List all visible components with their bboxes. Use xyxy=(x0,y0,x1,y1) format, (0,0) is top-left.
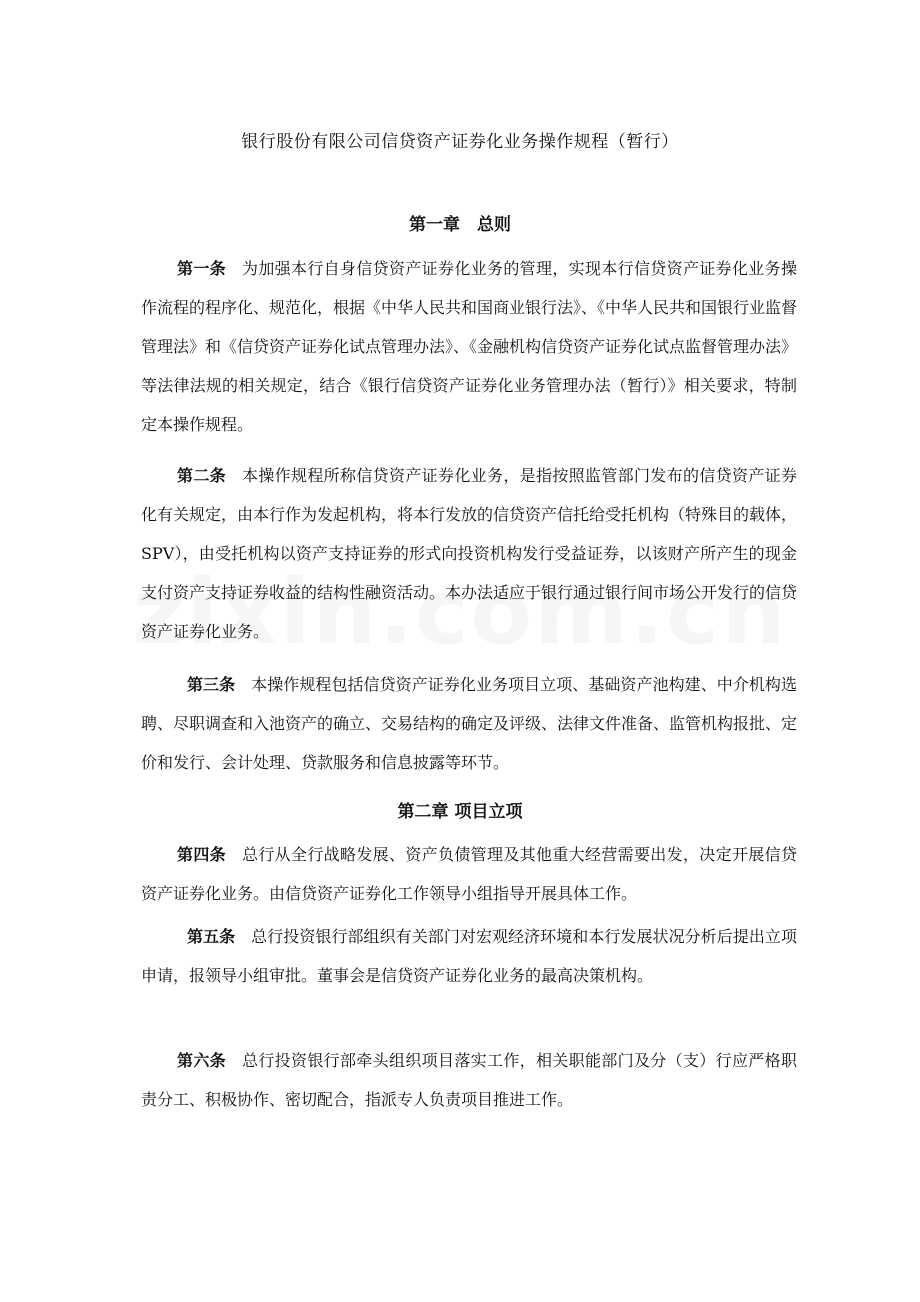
article-4 xyxy=(141,835,797,913)
article-text: 总行从全行战略发展、资产负债管理及其他重大经营需要出发，决定开展信贷资产证券化业务。由信贷资产证券化工作领导小组指导开展具体工作。 xyxy=(141,845,797,903)
article-label: 第二条 xyxy=(177,466,226,485)
chapter-heading-2: 第二章 项目立项 xyxy=(397,802,523,822)
article-text: 本操作规程所称信贷资产证券化业务，是指按照监管部门发布的信贷资产证券化有关规定，由本行作为发起机构，将本行发放的信贷资产信托给受托机构（特殊目的载体，SPV），由受托机构以资产支持证券的形式向投资机构发行受益证券，以该财产所产生的现金支付资产支持证券收益的结构性融资活动。本办法适应于银行通过银行间市场公开发行的信贷资产证券化业务。 xyxy=(141,466,798,641)
article-label: 第三条 xyxy=(187,675,236,694)
article-label: 第五条 xyxy=(187,927,236,946)
article-5 xyxy=(141,917,797,995)
chapter-heading-1: 第一章 总则 xyxy=(409,215,511,235)
article-6 xyxy=(141,1041,797,1119)
article-label: 第四条 xyxy=(177,845,226,864)
article-1 xyxy=(141,249,797,444)
article-2 xyxy=(141,456,797,651)
article-label: 第六条 xyxy=(177,1051,226,1070)
document-title: 银行股份有限公司信贷资产证券化业务操作规程（暂行） xyxy=(241,132,679,152)
article-text: 为加强本行自身信贷资产证券化业务的管理，实现本行信贷资产证券化业务操作流程的程序化、规范化，根据《中华人民共和国商业银行法》、《中华人民共和国银行业监督管理法》和《信贷资产证券化试点管理办法》、《金融机构信贷资产证券化试点监督管理办法》等法律法规的相关规定，结合《银行信贷资产证券化业务管理办法（暂行）》相关要求，特制定本操作规程。 xyxy=(141,259,798,434)
article-text: 总行投资银行部牵头组织项目落实工作，相关职能部门及分（支）行应严格职责分工、积极协作、密切配合，指派专人负责项目推进工作。 xyxy=(141,1051,797,1109)
article-label: 第一条 xyxy=(177,259,226,278)
article-text: 总行投资银行部组织有关部门对宏观经济环境和本行发展状况分析后提出立项申请，报领导小组审批。董事会是信贷资产证券化业务的最高决策机构。 xyxy=(141,927,797,985)
article-3 xyxy=(141,665,797,782)
article-text: 本操作规程包括信贷资产证券化业务项目立项、基础资产池构建、中介机构选聘、尽职调查和入池资产的确立、交易结构的确定及评级、法律文件准备、监管机构报批、定价和发行、会计处理、贷款服务和信息披露等环节。 xyxy=(141,675,798,772)
